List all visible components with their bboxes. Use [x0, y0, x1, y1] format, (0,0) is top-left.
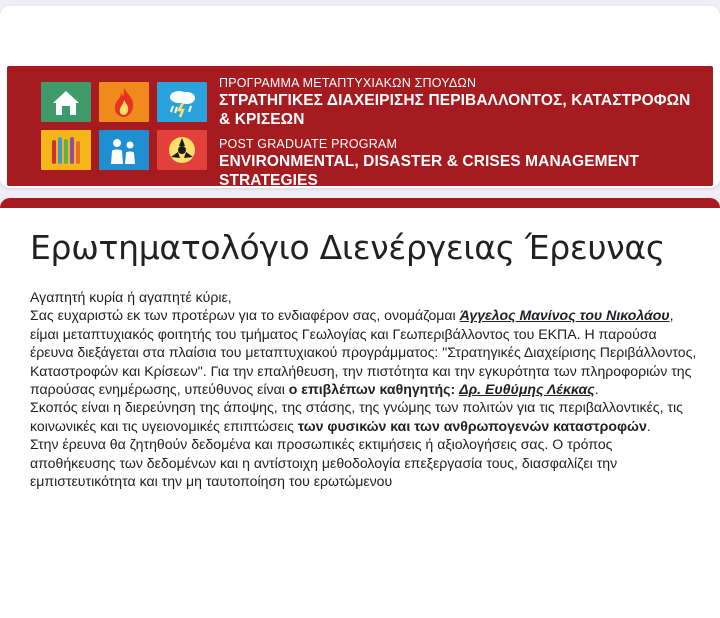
form-description-card	[0, 198, 720, 618]
card-accent-bar	[0, 198, 720, 208]
people-icon	[99, 130, 149, 170]
banner-line-gr-big: ΣΤΡΑΤΗΓΙΚΕΣ ΔΙΑΧΕΙΡΙΣΗΣ ΠΕΡΙΒΑΛΛΟΝΤΟΣ, ΚΑΤΑΣΤΡΟΦΩΝ & ΚΡΙΣΕΩΝ	[219, 92, 691, 128]
logo-tiles	[41, 82, 209, 170]
author-name: Άγγελος Μανίνος του Νικολάου	[459, 307, 670, 324]
supervisor-label: ο επιβλέπων καθηγητής:	[288, 381, 456, 398]
form-description	[30, 288, 698, 490]
purpose-paragraph: Σκοπός είναι η διερεύνηση της άποψης, της στάσης, της γνώμης των πολιτών για τις περιβαλλοντικές, τις κοινωνικές και τις υγειονομικές επιπτώσεις των φυσικών και των ανθρωπογενών καταστροφών.	[30, 399, 683, 434]
storm-icon	[157, 82, 207, 122]
disasters-emphasis: των φυσικών και των ανθρωπογενών καταστροφών	[297, 417, 647, 434]
program-banner	[7, 66, 713, 189]
banner-line-en-small: POST GRADUATE PROGRAM	[219, 137, 398, 151]
banner-line-gr-small: ΠΡΟΓΡΑΜΜΑ ΜΕΤΑΠΤΥΧΙΑΚΩΝ ΣΠΟΥΔΩΝ	[219, 76, 477, 90]
header-card	[0, 6, 720, 188]
greeting-text: Αγαπητή κυρία ή αγαπητέ κύριε,	[30, 289, 232, 305]
banner-line-en-big: ENVIRONMENTAL, DISASTER & CRISES MANAGEMENT STRATEGIES	[219, 153, 639, 189]
biohazard-icon	[157, 130, 207, 170]
hands-icon	[41, 130, 91, 170]
form-title: Ερωτηματολόγιο Διενέργειας Έρευνας	[30, 228, 665, 267]
fire-icon	[99, 82, 149, 122]
house-icon	[41, 82, 91, 122]
intro-paragraph: Σας ευχαριστώ εκ των προτέρων για το ενδιαφέρον σας, ονομάζομαι Άγγελος Μανίνος του Νικολάου, είμαι μεταπτυχιακός φοιτητής του τμήματος Γεωλογίας και Γεωπεριβάλλοντος του ΕΚΠΑ. Η παρούσα έρευνα διεξάγεται στα πλαίσια του μεταπτυχιακού προγράμματος: "Στρατηγικές Διαχείρισης Περιβάλλοντος, Καταστροφών και Κρίσεων". Για την επαλήθευση, την πιστότητα και την εγκυρότητα των πληροφοριών της παρούσας ενημέρωσης, υπεύθυνος είναι ο επιβλέπων καθηγητής: Δρ. Ευθύμης Λέκκας.	[30, 307, 697, 398]
supervisor-name: Δρ. Ευθύμης Λέκκας	[459, 381, 595, 398]
banner-text	[219, 76, 699, 190]
data-paragraph: Στην έρευνα θα ζητηθούν δεδομένα και προσωπικές εκτιμήσεις ή αξιολογήσεις σας. Ο τρόπος αποθήκευσης των δεδομένων και η αντίστοιχη μεθοδολογία επεξεργασία τους, διασφαλίζει την εμπιστευτικότητα και την μη ταυτοποίηση του ερωτώμενου	[30, 436, 618, 490]
